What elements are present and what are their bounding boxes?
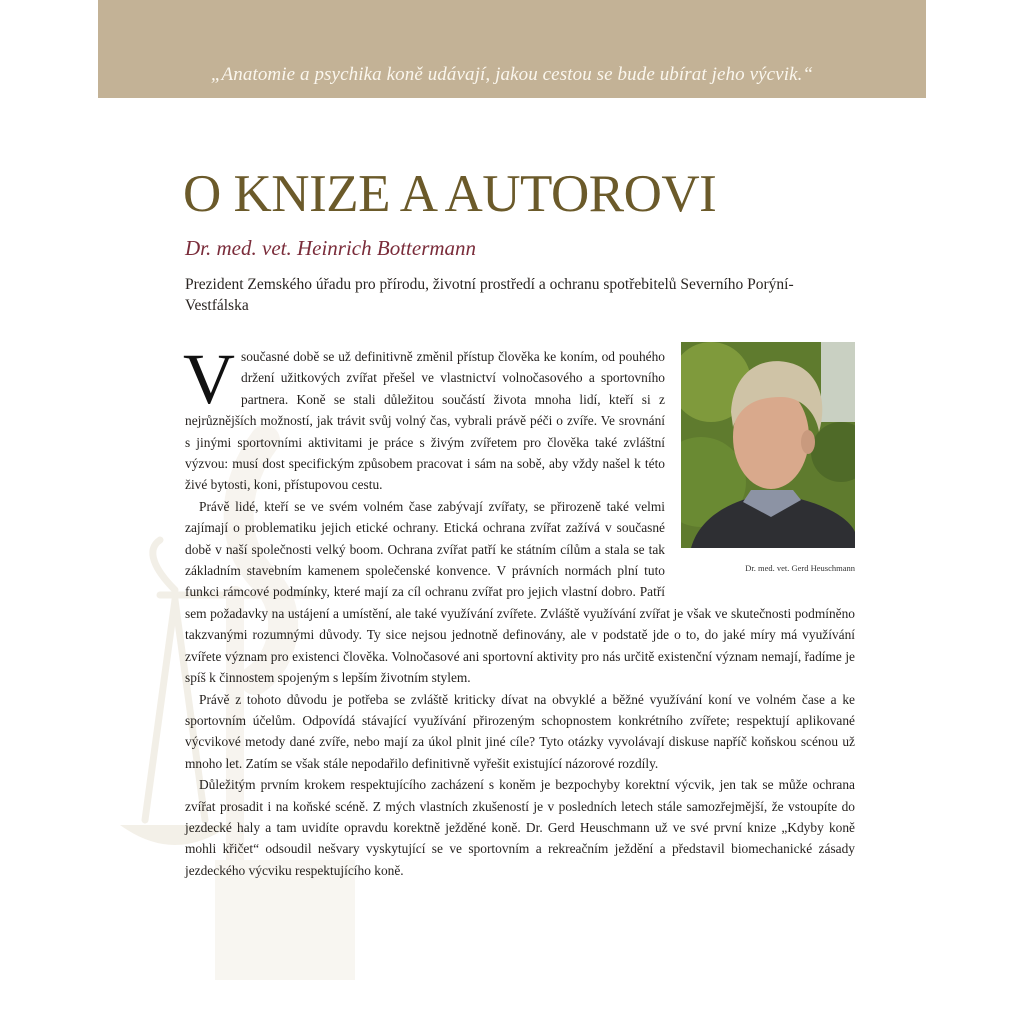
page-title: O KNIZE A AUTOROVI xyxy=(183,165,717,223)
author-name: Dr. med. vet. Heinrich Bottermann xyxy=(185,236,477,260)
author-photo-figure xyxy=(681,342,855,579)
paragraph-2: Právě lidé, kteří se ve svém volném čase zabývají zvířaty, se přirozeně také velmi zajímají o problematiku jejich etické ochrany. Etická ochrana zvířat zažívá v současné době v naší společnosti velký boom. Ochrana zvířat patří ke státním cílům a stala se tak základním stavebním kamenem společenské konvence. V právních normách plní tuto funkci rámcové podmínky, které mají za cíl ochranu zvířat pro jejich vlastní dobro. Patří sem požadavky na ustájení a umístění, ale také využívání zvířete. Zvláště využívání zvířat je však ve skutečnosti podmíněno takzvanými rozumnými důvody. Ty sice nejsou jednotně definovány, ale v podstatě jde o to, do jaké míry má využívání zvířete význam pro existenci člověka. Volnočasové ani sportovní aktivity pro nás určitě existenční význam nemají, řadíme je spíš k činnostem spojeným s lepším životním stylem. xyxy=(185,498,855,686)
paragraph-4: Důležitým prvním krokem respektujícího zacházení s koněm je bezpochyby korektní výcvik, jen tak se může ochrana zvířat prosadit i na koňské scéně. Z mých vlastních zkušeností je v posledních letech stále samozřejmější, že vstoupíte do jezdecké haly a tam uvidíte opravdu korektně ježděné koně. Dr. Gerd Heuschmann už ve své první knize „Kdyby koně mohli křičet“ odsoudil nešvary vyskytující se ve sportovním a rekreačním ježdění a představil biomechanické zásady jezdeckého výcviku respektujícího koně. xyxy=(185,777,855,878)
paragraph-3: Právě z tohoto důvodu je potřeba se zvláště kriticky dívat na obvyklé a běžné využívání koní ve volném čase a ke sportovním účelům. Odpovídá stávající využívání přirozeným schopnostem konkrétního zvířete; respektují aplikované výcvikové metody dané zvíře, nebo mají za úkol plnit jiné cíle? Tyto otázky vyvolávají diskuse napříč koňskou scénou už mnoho let. Zatím se však stále nepodařilo definitivně vyřešit existující názorové rozdíly. xyxy=(185,691,855,771)
header-quote: „Anatomie a psychika koně udávají, jakou cestou se bude ubírat jeho výcvik.“ xyxy=(210,64,814,85)
photo-caption: Dr. med. vet. Gerd Heuschmann xyxy=(745,563,855,573)
header-band xyxy=(98,0,926,98)
author-role: Prezident Zemského úřadu pro přírodu, životní prostředí a ochranu spotřebitelů Severního Porýní-Vestfálska xyxy=(185,276,794,314)
drop-cap: V xyxy=(183,339,235,419)
portrait-photo xyxy=(681,342,855,548)
portrait-illustration xyxy=(681,342,855,548)
article-body xyxy=(183,339,855,881)
paragraph-1-text: současné době se už definitivně změnil přístup člověka ke koním, od pouhého držení užitkových zvířat přešel ve vlastnictví volnočasového a sportovního partnera. Koně se stali důležitou součástí života mnoha lidí, kteří si z nejrůznějších možností, jak trávit svůj volný čas, vybrali právě péči o zvíře. Ve srovnání s jinými sportovními aktivitami je práce s živým zvířetem pro člověka také zvláštní výzvou: musí dost specifickým způsobem pracovat i sám na sobě, aby vždy našel k této živé bytosti, koni, přístupovou cestu. xyxy=(185,349,665,493)
